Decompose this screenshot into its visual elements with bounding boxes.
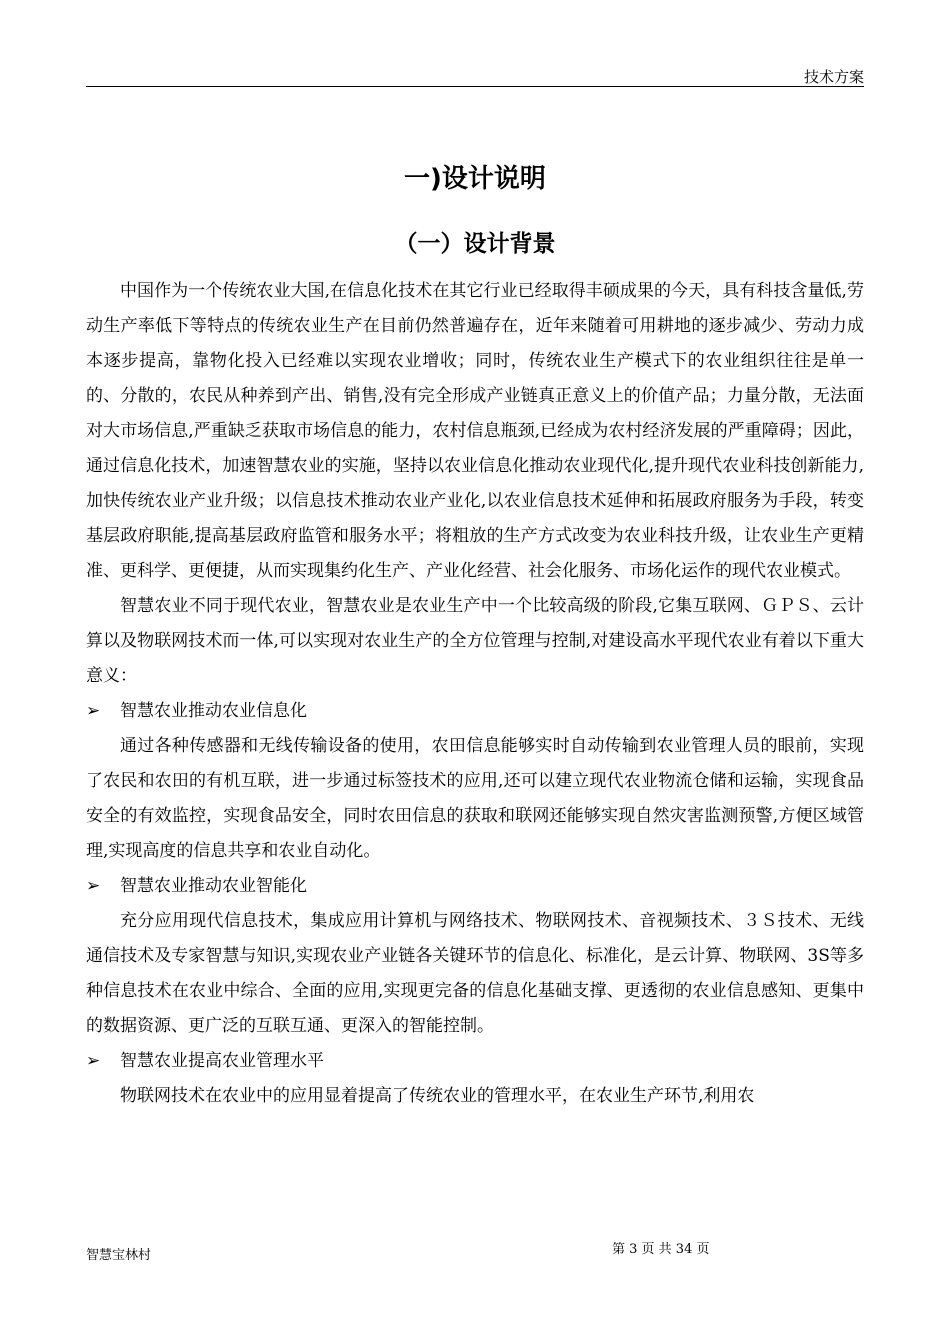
bullet-intelligence [86,869,864,904]
header-text: 技术方案 [803,68,864,86]
bullet-informatization [86,694,864,729]
bullet-label: 智慧农业推动农业信息化 [120,701,307,721]
document-body [86,274,864,1114]
bullet-label: 智慧农业推动农业智能化 [120,876,307,896]
paragraph-significance: 智慧农业不同于现代农业，智慧农业是农业生产中一个比较高级的阶段,它集互联网、ＧＰＳ、云计算以及物联网技术而一体,可以实现对农业生产的全方位管理与控制,对建设高水平现代农业有着以下重大意义： [86,596,864,686]
paragraph-management: 物联网技术在农业中的应用显着提高了传统农业的管理水平，在农业生产环节,利用农 [120,1086,755,1106]
bullet-arrow-icon: ➢ [86,876,101,896]
footer-left-text: 智慧宝林村 [86,1248,152,1263]
paragraph-informatization: 通过各种传感器和无线传输设备的使用，农田信息能够实时自动传输到农业管理人员的眼前，实现了农民和农田的有机互联，进一步通过标签技术的应用,还可以建立现代农业物流仓储和运输，实现食品安全的有效监控，实现食品安全，同时农田信息的获取和联网还能够实现自然灾害监测预警,方便区域管理,实现高度的信息共享和农业自动化。 [86,736,864,861]
subsection-title: （一）设计背景 [394,231,556,257]
header-rule [86,86,864,87]
bullet-arrow-icon: ➢ [86,701,101,721]
paragraph-background: 中国作为一个传统农业大国,在信息化技术在其它行业已经取得丰硕成果的今天，具有科技含量低,劳动生产率低下等特点的传统农业生产在目前仍然普遍存在，近年来随着可用耕地的逐步减少、劳动力成本逐步提高，靠物化投入已经难以实现农业增收；同时，传统农业生产模式下的农业组织往往是单一的、分散的，农民从种养到产出、销售,没有完全形成产业链真正意义上的价值产品；力量分散，无法面对大市场信息,严重缺乏获取市场信息的能力，农村信息瓶颈,已经成为农村经济发展的严重障碍；因此，通过信息化技术，加速智慧农业的实施，坚持以农业信息化推动农业现代化,提升现代农业科技创新能力,加快传统农业产业升级；以信息技术推动农业产业化,以农业信息技术延伸和拓展政府服务为手段，转变基层政府职能,提高基层政府监管和服务水平；将粗放的生产方式改变为农业科技升级，让农业生产更精准、更科学、更便捷，从而实现集约化生产、产业化经营、社会化服务、市场化运作的现代农业模式。 [86,281,864,581]
section-title: 一)设计说明 [404,164,546,194]
page-number: 第 3 页 共 34 页 [612,1242,710,1257]
bullet-management [86,1044,864,1079]
bullet-label: 智慧农业提高农业管理水平 [120,1051,324,1071]
bullet-arrow-icon: ➢ [86,1051,101,1071]
paragraph-intelligence: 充分应用现代信息技术，集成应用计算机与网络技术、物联网技术、音视频技术、３Ｓ技术、无线通信技术及专家智慧与知识,实现农业产业链各关键环节的信息化、标准化，是云计算、物联网、3S等多种信息技术在农业中综合、全面的应用,实现更完备的信息化基础支撑、更透彻的农业信息感知、更集中的数据资源、更广泛的互联互通、更深入的智能控制。 [86,911,864,1036]
